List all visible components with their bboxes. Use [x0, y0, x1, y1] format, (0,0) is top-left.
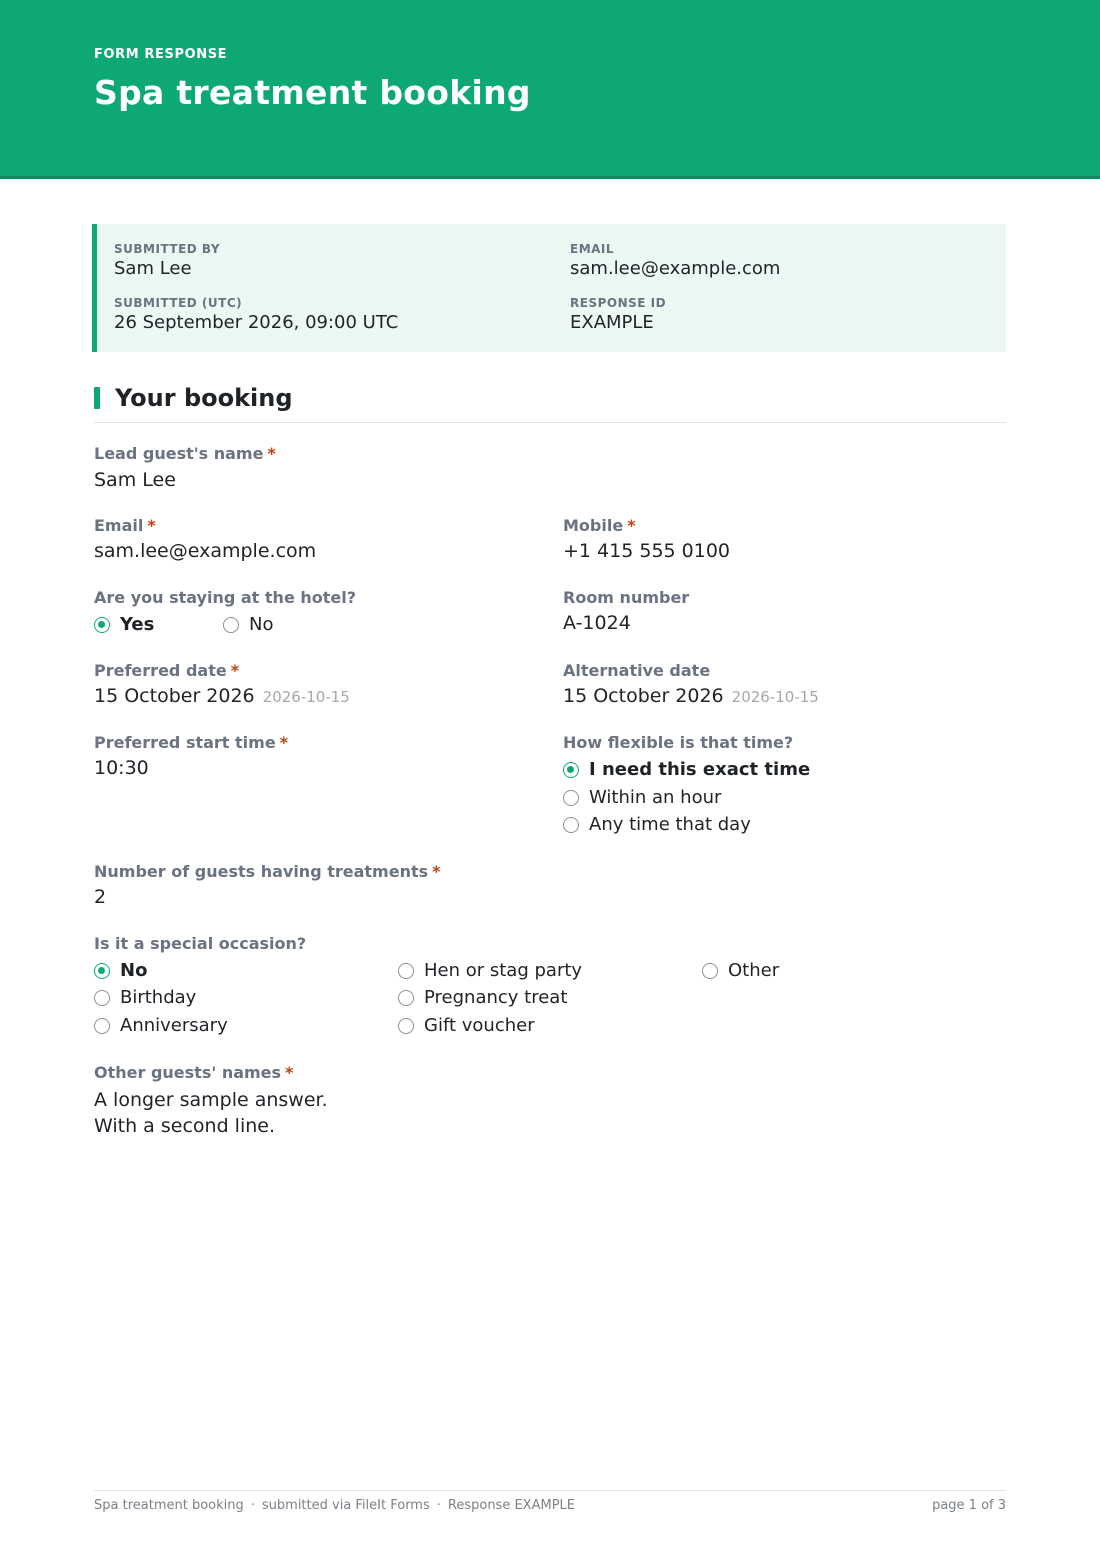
field-label	[94, 733, 288, 752]
footer-page-number: page 1 of 3	[932, 1498, 1006, 1513]
meta-response-id	[570, 296, 666, 333]
field-value-multiline	[94, 1087, 328, 1139]
meta-label: SUBMITTED (UTC)	[114, 296, 243, 310]
radio-empty-icon	[702, 963, 718, 979]
field-value: 2	[94, 886, 107, 908]
page-title: Spa treatment booking	[94, 73, 531, 112]
radio-label: Hen or stag party	[424, 960, 583, 981]
section-accent-bar	[94, 387, 100, 409]
meta-value: 26 September 2026, 09:00 UTC	[114, 312, 399, 333]
radio-selected-icon	[94, 617, 110, 633]
date-long: 15 October 2026	[94, 685, 255, 707]
field-value	[94, 685, 350, 707]
meta-label: SUBMITTED BY	[114, 242, 221, 256]
field-label	[94, 862, 441, 881]
radio-label: No	[249, 614, 274, 635]
required-marker: *	[279, 733, 289, 752]
radio-empty-icon	[94, 990, 110, 1006]
radio-label: I need this exact time	[589, 759, 811, 780]
field-alternative-date	[563, 661, 819, 707]
radio-empty-icon	[563, 817, 579, 833]
radio-empty-icon	[223, 617, 239, 633]
field-label	[563, 516, 730, 535]
radio-empty-icon	[398, 990, 414, 1006]
radio-label: Anniversary	[120, 1015, 228, 1036]
field-staying-at-hotel	[94, 588, 356, 607]
field-lead-guest-name	[94, 444, 276, 491]
field-label: Is it a special occasion?	[94, 934, 307, 953]
meta-value: EXAMPLE	[570, 312, 654, 333]
field-label: Are you staying at the hotel?	[94, 588, 357, 607]
answer-line: With a second line.	[94, 1115, 275, 1137]
form-header	[0, 0, 1100, 179]
radio-empty-icon	[94, 1018, 110, 1034]
radio-label: Birthday	[120, 987, 197, 1008]
required-marker: *	[627, 516, 636, 535]
date-long: 15 October 2026	[563, 685, 724, 707]
field-mobile	[563, 516, 730, 562]
footer-form-name: Spa treatment booking	[94, 1498, 244, 1513]
field-label	[94, 444, 276, 463]
required-marker: *	[267, 444, 276, 463]
field-label-text: Preferred date	[94, 661, 227, 680]
field-other-guests-names	[94, 1063, 328, 1139]
meta-label: EMAIL	[570, 242, 615, 256]
footer-separator: ·	[436, 1498, 441, 1513]
radio-selected-icon	[94, 963, 110, 979]
meta-value: Sam Lee	[114, 258, 192, 279]
radio-label: Pregnancy treat	[424, 987, 568, 1008]
required-marker: *	[230, 661, 240, 680]
header-kicker: FORM RESPONSE	[94, 47, 228, 62]
radio-label: No	[120, 960, 148, 981]
meta-submitted-by	[114, 242, 220, 279]
field-value: A-1024	[563, 612, 631, 634]
field-label: How flexible is that time?	[563, 733, 794, 752]
field-label-text: Lead guest's name	[94, 444, 264, 463]
footer-divider	[94, 1490, 1006, 1491]
field-label	[94, 516, 316, 535]
radio-label: Within an hour	[589, 787, 722, 808]
radio-label: Gift voucher	[424, 1015, 535, 1036]
field-email	[94, 516, 316, 562]
radio-empty-icon	[398, 1018, 414, 1034]
field-preferred-start-time	[94, 733, 288, 779]
meta-submitted-utc	[114, 296, 398, 333]
field-label: Alternative date	[563, 661, 711, 680]
field-value: Sam Lee	[94, 469, 176, 491]
meta-email	[570, 242, 780, 279]
field-label	[94, 1063, 328, 1082]
section-title: Your booking	[115, 384, 293, 412]
field-label	[94, 661, 350, 680]
meta-value: sam.lee@example.com	[570, 258, 781, 279]
date-iso: 2026-10-15	[262, 688, 350, 706]
field-label: Room number	[563, 588, 690, 607]
submission-meta-box	[92, 224, 1006, 352]
meta-label: RESPONSE ID	[570, 296, 667, 310]
required-marker: *	[147, 516, 156, 535]
field-number-of-guests	[94, 862, 441, 908]
radio-label: Any time that day	[589, 814, 751, 835]
field-label-text: Email	[94, 516, 144, 535]
field-time-flexibility	[563, 733, 793, 752]
field-label-text: Other guests' names	[94, 1063, 282, 1082]
radio-label: Other	[728, 960, 780, 981]
section-divider	[94, 422, 1006, 423]
field-label-text: Mobile	[563, 516, 624, 535]
footer-via: submitted via FileIt Forms	[261, 1498, 430, 1513]
date-iso: 2026-10-15	[731, 688, 819, 706]
field-value: sam.lee@example.com	[94, 540, 317, 562]
radio-empty-icon	[563, 790, 579, 806]
field-preferred-date	[94, 661, 350, 707]
radio-empty-icon	[398, 963, 414, 979]
field-special-occasion	[94, 934, 306, 953]
field-label-text: Preferred start time	[94, 733, 276, 752]
radio-selected-icon	[563, 762, 579, 778]
required-marker: *	[285, 1063, 294, 1082]
field-value: 10:30	[94, 757, 149, 779]
footer-info	[94, 1498, 575, 1513]
field-value: +1 415 555 0100	[563, 540, 731, 562]
required-marker: *	[432, 862, 441, 881]
footer-response: Response EXAMPLE	[447, 1498, 575, 1513]
field-value	[563, 685, 819, 707]
footer-separator: ·	[250, 1498, 255, 1513]
field-label-text: Number of guests having treatments	[94, 862, 429, 881]
radio-label: Yes	[120, 614, 155, 635]
field-room-number	[563, 588, 689, 634]
answer-line: A longer sample answer.	[94, 1089, 328, 1111]
